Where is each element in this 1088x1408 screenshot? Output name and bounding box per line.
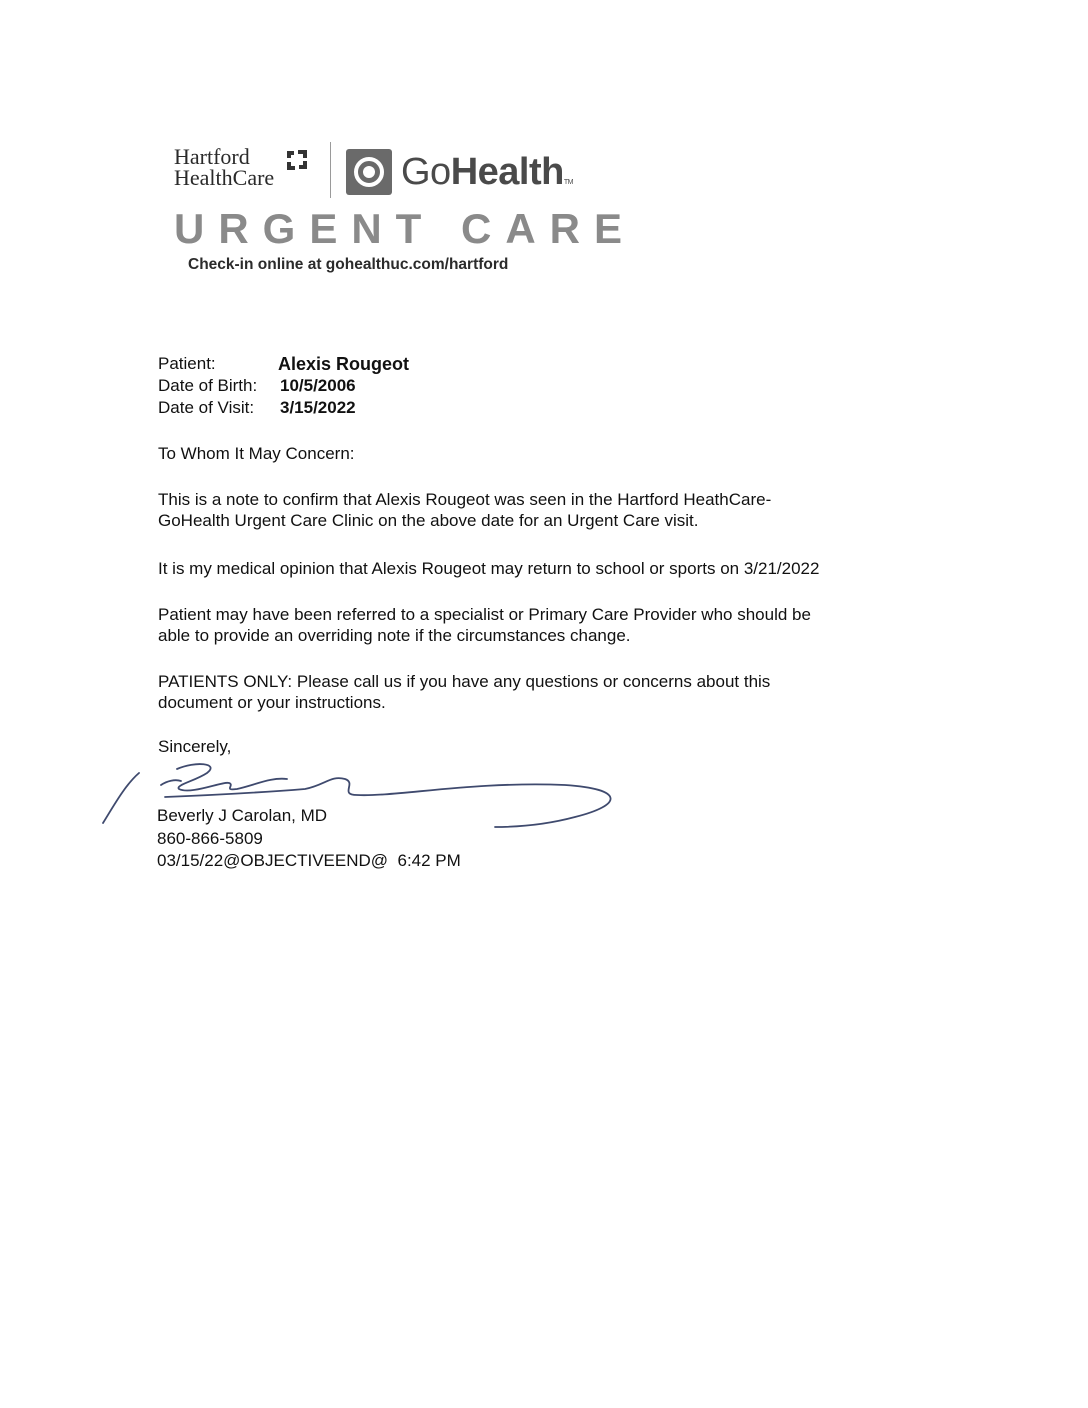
paragraph-line: able to provide an overriding note if the circumstances change. [158,626,631,645]
paragraph-line: PATIENTS ONLY: Please call us if you have any questions or concerns about this [158,672,771,691]
urgent-care-heading: URGENT CARE [174,205,637,252]
paragraph-return-date: It is my medical opinion that Alexis Rougeot may return to school or sports on 3/21/2022 [158,559,820,578]
visit-date: 3/15/2022 [280,398,356,417]
healthcare-text: HealthCare [174,165,275,190]
paragraph-line: Patient may have been referred to a specialist or Primary Care Provider who should be [158,605,811,624]
patient-name: Alexis Rougeot [278,354,410,374]
checkin-url: Check-in online at gohealthuc.com/hartford [188,256,509,273]
visit-label: Date of Visit: [158,398,255,417]
signer-phone: 860-866-5809 [157,828,263,848]
hartford-healthcare-wordmark [174,146,274,188]
dob-value: 10/5/2006 [280,376,356,395]
paragraph-line: This is a note to confirm that Alexis Rougeot was seen in the Hartford HeathCare- [158,490,772,509]
paragraph-line: GoHealth Urgent Care Clinic on the above date for an Urgent Care visit. [158,511,699,530]
gohealth-wordmark [401,150,573,205]
gohealth-health: Health [450,151,564,193]
trademark-mark: TM [563,179,573,186]
dob-label: Date of Birth: [158,376,258,395]
hartford-healthcare-logo-icon [283,148,311,172]
paragraph-patients-only [158,671,938,713]
gohealth-go: Go [401,151,451,193]
signer-block [157,805,461,873]
logo-divider [330,142,331,198]
gohealth-logo-icon [346,149,392,195]
clinic-logo [170,136,637,276]
signer-name: Beverly J Carolan, MD [157,806,328,825]
paragraph-confirmation [158,489,938,531]
paragraph-line: document or your instructions. [158,693,386,712]
hartford-text: Hartford [174,144,250,169]
patient-label: Patient: [158,354,216,373]
paragraph-referral [158,604,938,646]
salutation: To Whom It May Concern: [158,444,355,463]
closing: Sincerely, [158,737,232,756]
signature-timestamp: 03/15/22@OBJECTIVEEND@ 6:42 PM [157,851,461,870]
